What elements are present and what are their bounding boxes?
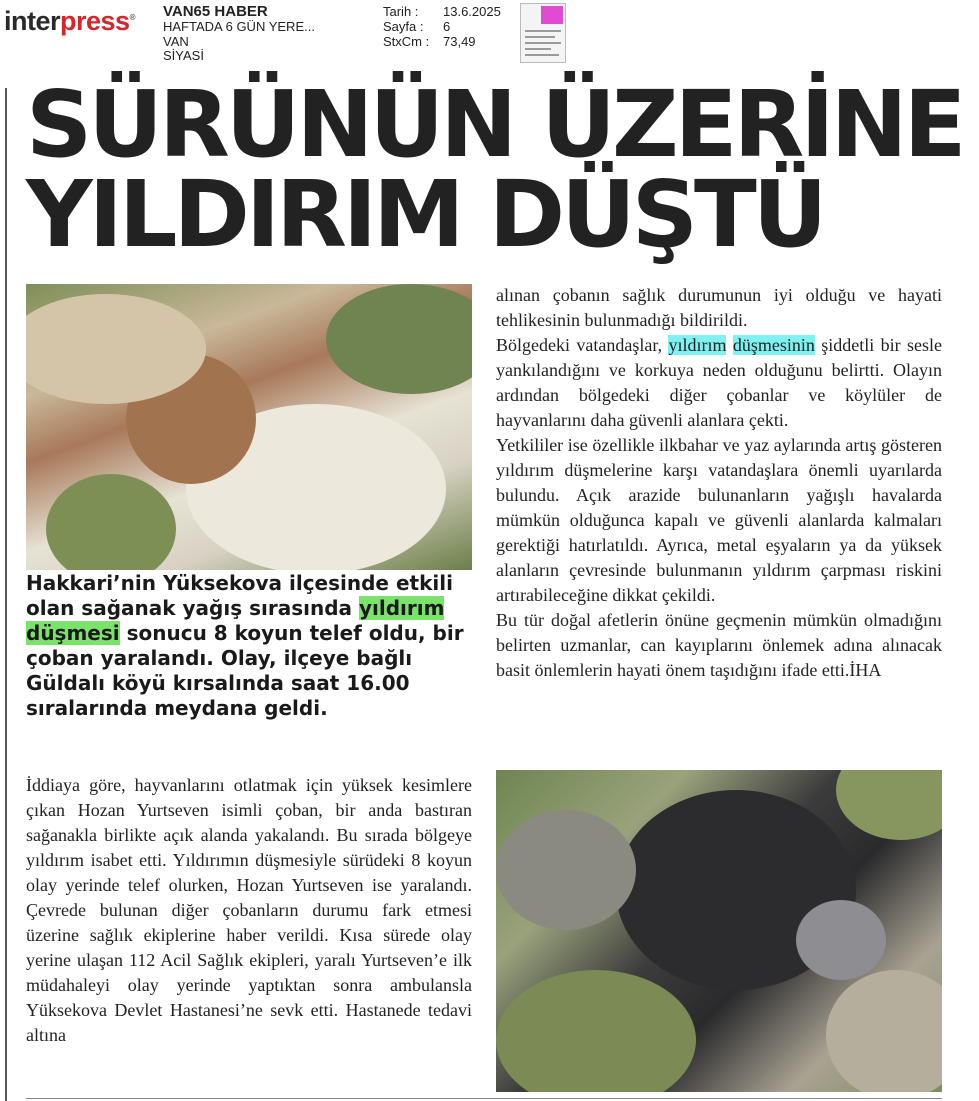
- article-headline: [26, 71, 963, 268]
- sheep-head: [796, 900, 886, 980]
- sheep-photo: [26, 284, 472, 570]
- body-paragraph: Yetkililer ise özellikle ilkbahar ve yaz aylarında artış gösteren yıldırım düşmelerine karşı vatandaşlara önemli uyarılarda bulundu. Açık arazide bulunanların yağışlı havalarda mümkün olduğunca kapalı ve güvenli alanlarda kalmaları gerektiği hatırlatıldı. Ayrıca, metal eşyaların ya da yüksek alanların çevresinde bulunmanın yıldırım çarpması riskini artırabileceğine dikkat çekildi.: [496, 435, 942, 605]
- interpress-logo: interpress®: [4, 6, 135, 36]
- meta-date: Tarih : 13.6.2025: [383, 4, 501, 19]
- page-thumbnail[interactable]: [520, 3, 566, 63]
- rock: [826, 970, 942, 1092]
- search-highlight: düşmesi: [26, 621, 120, 645]
- rock: [496, 810, 636, 930]
- body-paragraph: Bu tür doğal afetlerin önüne geçmenin mümkün olmadığını belirten uzmanlar, can kayıplarını önlemek adına alınacak basit önlemlerin hayati önem taşıdığını ifade etti.İHA: [496, 610, 942, 680]
- grass-patch: [46, 474, 176, 570]
- page-bottom-rule: [26, 1098, 942, 1099]
- dead-sheep-photo: [496, 770, 942, 1092]
- article-body-left: [26, 773, 472, 1048]
- search-highlight: düşmesinin: [732, 335, 815, 355]
- thumbnail-line: [525, 48, 551, 50]
- headline-line-2: YILDIRIM DÜŞTÜ: [26, 161, 824, 268]
- grass-patch: [496, 970, 696, 1092]
- headline-line-1: SÜRÜNÜN ÜZERİNE: [26, 71, 963, 178]
- body-paragraph: alınan çobanın sağlık durumunun iyi olduğu ve hayati tehlikesinin bulunmadığı bildirildi.: [496, 285, 942, 330]
- source-name: VAN65 HABER: [163, 3, 268, 20]
- meta-stxcm: StxCm : 73,49: [383, 34, 476, 49]
- thumbnail-line: [525, 36, 555, 38]
- thumbnail-line: [525, 30, 561, 32]
- meta-page: Sayfa : 6: [383, 19, 451, 34]
- search-highlight: yıldırım: [668, 335, 727, 355]
- article-lead: Hakkari’nin Yüksekova ilçesinde etkili olan sağanak yağış sırasında yıldırım düşmesi sonucu 8 koyun telef oldu, bir çoban yaralandı. Olay, ilçeye bağlı Güldalı köyü kırsalında saat 16.00 sıralarında meydana geldi.: [26, 571, 464, 720]
- thumbnail-clip-marker: [541, 6, 563, 24]
- grass-patch: [836, 770, 942, 840]
- body-paragraph: Bölgedeki vatandaşlar, yıldırım düşmesinin şiddetli bir sesle yankılandığını ve korkuya neden olduğunu belirtti. Olayın ardından bölgedeki diğer çobanlar ve köylüler de hayvanlarını daha güvenli alanlara çekti.: [496, 335, 943, 430]
- clipping-meta: [383, 4, 501, 49]
- clipping-header: [0, 0, 979, 72]
- source-line: HAFTADA 6 GÜN YERE...: [163, 19, 315, 34]
- body-paragraph: İddiaya göre, hayvanlarını otlatmak için yüksek kesimlere çıkan Hozan Yurtseven isimli çoban, bir anda bastıran sağanakla birlikte açık alanda yakalandı. Bu sırada bölgeye yıldırım isabet etti. Yıldırımın düşmesiyle sürüdeki 8 koyun olay yerinde telef olurken, Hozan Yurtseven ise yaralandı. Çevrede bulunan diğer çobanların durumu fark etmesi üzerine sağlık ekiplerine haber verildi. Kısa sürede olay yerine ulaşan 112 Acil Sağlık ekipleri, yaralı Yurtseven’e ilk müdahaleyi olay yerinde yaptıktan sonra ambulansla Yüksekova Devlet Hastanesi’ne sevk etti. Hastanede tedavi altına: [26, 775, 472, 1045]
- article-body-right: [496, 283, 942, 683]
- thumbnail-line: [525, 54, 559, 56]
- source-info: [163, 4, 315, 64]
- grass-patch: [326, 284, 472, 394]
- source-line: VAN: [163, 33, 189, 49]
- column-rule: [5, 88, 7, 1101]
- search-highlight: yıldırım: [358, 596, 445, 620]
- source-line: SİYASİ: [163, 48, 204, 63]
- thumbnail-line: [525, 42, 561, 44]
